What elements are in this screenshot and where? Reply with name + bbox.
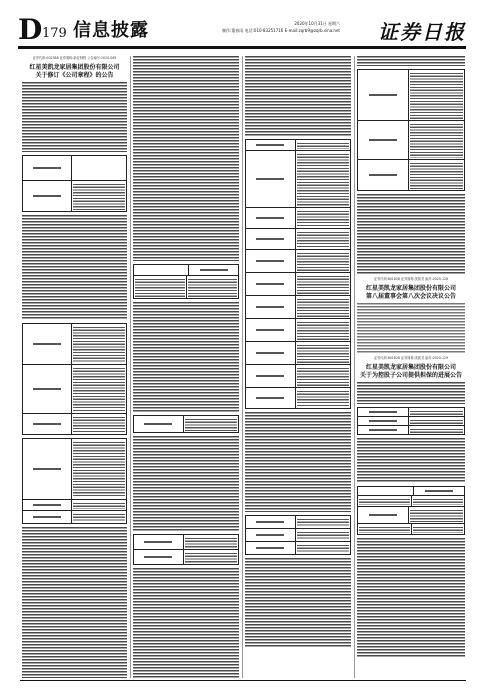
text-block xyxy=(357,538,465,658)
text-block xyxy=(357,56,465,66)
article-title xyxy=(357,285,465,301)
text-block xyxy=(22,215,127,320)
data-table xyxy=(133,415,239,433)
text-block xyxy=(357,438,465,483)
data-table xyxy=(245,139,351,409)
text-block xyxy=(357,382,465,404)
data-table xyxy=(133,264,239,299)
text-block xyxy=(357,194,465,274)
data-table xyxy=(357,486,465,535)
footer-rule xyxy=(20,680,466,681)
article-title xyxy=(357,364,465,380)
company-name: 红星美凯龙家居集团股份有限公司 xyxy=(29,64,120,71)
column-divider xyxy=(130,56,131,678)
text-block xyxy=(133,436,239,531)
stock-code-line: 证券代码:601828 证券简称:美凯龙 编号:2020-129 xyxy=(373,356,449,360)
text-block xyxy=(133,568,239,678)
data-table xyxy=(133,534,239,565)
column-divider xyxy=(354,56,355,678)
stock-code-line: 证券代码:601828 证券简称:美凯龙 编号:2020-128 xyxy=(373,277,449,281)
data-table xyxy=(357,69,465,191)
data-table xyxy=(22,323,127,435)
date-line: 2020年10月31日 星期六 xyxy=(294,21,340,26)
column-divider xyxy=(242,56,243,678)
data-table xyxy=(22,155,127,212)
text-block xyxy=(245,56,351,136)
announcement-title: 关于修订《公司章程》的公告 xyxy=(35,72,114,79)
page-header xyxy=(18,13,466,46)
announcement-title: 关于为控股子公司提供担保的进展公告 xyxy=(359,372,462,379)
newspaper-logo: 证券日报 xyxy=(378,20,466,44)
company-name: 红星美凯龙家居集团股份有限公司 xyxy=(365,364,456,371)
text-block xyxy=(133,302,239,412)
announcement-title: 第八届董事会第八次会议决议公告 xyxy=(365,293,456,300)
page-number: 179 xyxy=(42,26,67,41)
editor-line: 制作:董春雨 电话:010-83251716 E-mail:zqrb9@zqrb.sina.net xyxy=(221,28,340,33)
data-table xyxy=(357,407,465,435)
column-1 xyxy=(22,56,127,678)
text-block xyxy=(133,56,239,261)
column-3 xyxy=(245,56,351,678)
text-block xyxy=(22,527,127,678)
company-name: 红星美凯龙家居集团股份有限公司 xyxy=(365,285,456,292)
data-table xyxy=(245,515,351,555)
page-letter: D xyxy=(18,13,43,46)
text-block xyxy=(22,82,127,152)
text-block xyxy=(245,412,351,512)
article-title xyxy=(22,64,127,80)
section-title: 信息披露 xyxy=(73,20,149,41)
text-block xyxy=(357,303,465,353)
column-2 xyxy=(133,56,239,678)
header-rule xyxy=(18,46,466,49)
column-4 xyxy=(357,56,465,678)
text-block xyxy=(245,558,351,648)
stock-code-line: 证券代码:002388 证券简称:新亚制程 公告编号:2020-065 xyxy=(32,56,117,60)
data-table xyxy=(22,438,127,524)
